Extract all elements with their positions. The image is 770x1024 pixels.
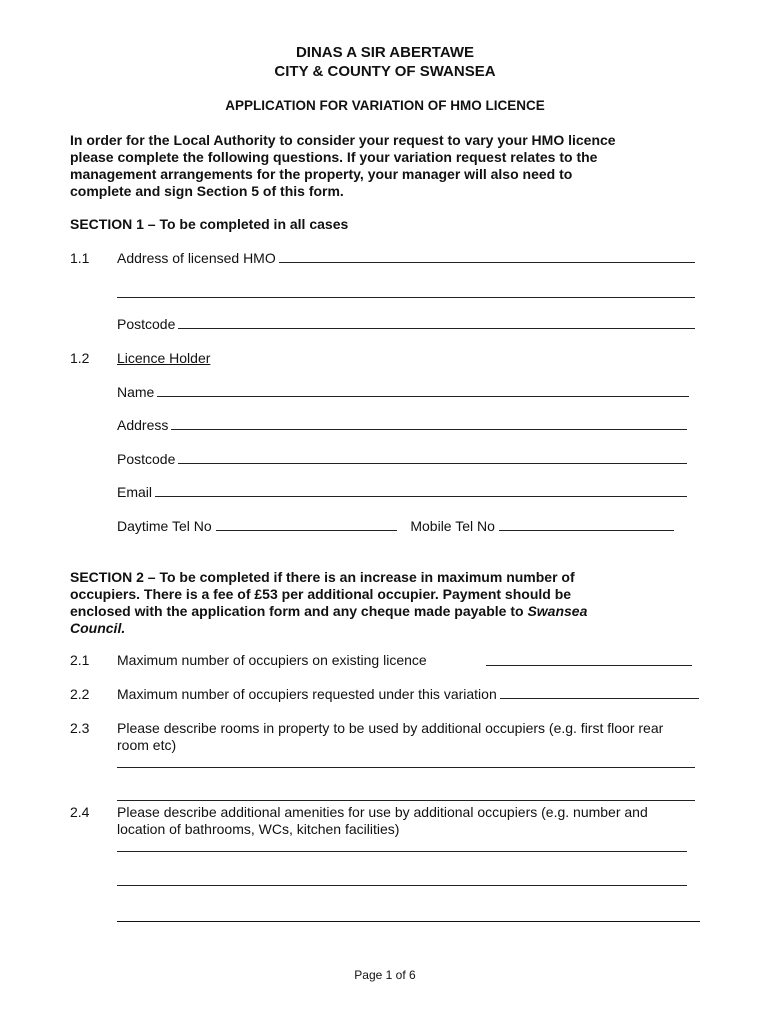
holder-email-label: Email	[117, 484, 153, 500]
holder-name-label: Name	[117, 384, 155, 400]
council-welsh-name: DINAS A SIR ABERTAWE	[295, 44, 475, 61]
amenities-description-label: Please describe additional amenities for use by additional occupiers (e.g. number and location of bathrooms, WCs, kitchen facilities)	[117, 804, 648, 837]
holder-email-line[interactable]	[155, 484, 687, 497]
mobile-tel-label: Mobile Tel No	[410, 518, 495, 534]
holder-postcode-field[interactable]	[117, 451, 687, 467]
hmo-postcode-label: Postcode	[117, 316, 176, 332]
section-2-heading	[70, 569, 700, 637]
page-number: Page 1 of 6	[354, 968, 416, 982]
section-2-line-4	[70, 620, 700, 637]
holder-name-field[interactable]	[117, 384, 689, 400]
section-2-line-1: SECTION 2 – To be completed if there is an increase in maximum number of	[70, 569, 575, 585]
holder-address-field[interactable]	[117, 417, 687, 433]
section-1-heading: SECTION 1 – To be completed in all cases	[70, 216, 349, 232]
licence-holder-heading: Licence Holder	[117, 350, 211, 366]
question-number-2-3: 2.3	[70, 720, 90, 736]
daytime-tel-label: Daytime Tel No	[117, 518, 212, 534]
question-number-2-4: 2.4	[70, 804, 90, 820]
requested-occupiers-label: Maximum number of occupiers requested under this variation	[117, 686, 497, 702]
intro-line-4: complete and sign Section 5 of this form.	[70, 183, 344, 199]
holder-postcode-line[interactable]	[178, 451, 687, 464]
existing-occupiers-label: Maximum number of occupiers on existing licence	[117, 652, 427, 668]
hmo-address-line-2[interactable]	[117, 297, 695, 298]
holder-email-field[interactable]	[117, 484, 687, 500]
section-2-line-3	[70, 603, 700, 620]
question-number-1-2: 1.2	[70, 350, 90, 366]
requested-occupiers-line[interactable]	[500, 686, 699, 699]
question-number-2-2: 2.2	[70, 686, 90, 702]
existing-occupiers-line[interactable]	[486, 665, 692, 666]
section-2-line-3-text: enclosed with the application form and any cheque made payable to	[70, 603, 528, 619]
payee-name-part-1: Swansea	[527, 603, 588, 619]
intro-line-1: In order for the Local Authority to consider your request to vary your HMO licence	[70, 132, 616, 148]
amenities-description-line-2[interactable]	[117, 885, 687, 886]
intro-line-2: please complete the following questions. If your variation request relates to the	[70, 149, 598, 165]
form-title: APPLICATION FOR VARIATION OF HMO LICENCE	[225, 98, 545, 113]
mobile-tel-line[interactable]	[499, 518, 674, 531]
hmo-address-field[interactable]	[117, 250, 695, 266]
section-2-line-2: occupiers. There is a fee of £53 per additional occupier. Payment should be	[70, 586, 572, 602]
rooms-description-line-2[interactable]	[117, 800, 695, 801]
intro-line-3: management arrangements for the property, your manager will also need to	[70, 166, 573, 182]
amenities-description-line-1[interactable]	[117, 851, 687, 852]
payee-name-part-2: Council.	[70, 620, 126, 636]
question-number-1-1: 1.1	[70, 250, 90, 266]
rooms-description-line-1[interactable]	[117, 767, 695, 768]
question-number-2-1: 2.1	[70, 652, 90, 668]
intro-paragraph	[70, 132, 700, 200]
hmo-postcode-line[interactable]	[178, 316, 695, 329]
holder-postcode-label: Postcode	[117, 451, 176, 467]
hmo-postcode-field[interactable]	[117, 316, 695, 332]
rooms-description-label: Please describe rooms in property to be used by additional occupiers (e.g. first floor rear room etc)	[117, 720, 664, 753]
holder-address-label: Address	[117, 417, 169, 433]
holder-name-line[interactable]	[157, 384, 689, 397]
phone-row	[117, 518, 674, 534]
council-english-name: CITY & COUNTY OF SWANSEA	[274, 63, 496, 80]
requested-occupiers-field[interactable]	[117, 686, 699, 702]
hmo-address-line-1[interactable]	[279, 250, 695, 263]
daytime-tel-line[interactable]	[216, 518, 397, 531]
hmo-address-label: Address of licensed HMO	[117, 250, 276, 266]
bottom-divider	[117, 921, 700, 922]
holder-address-line[interactable]	[171, 417, 687, 430]
